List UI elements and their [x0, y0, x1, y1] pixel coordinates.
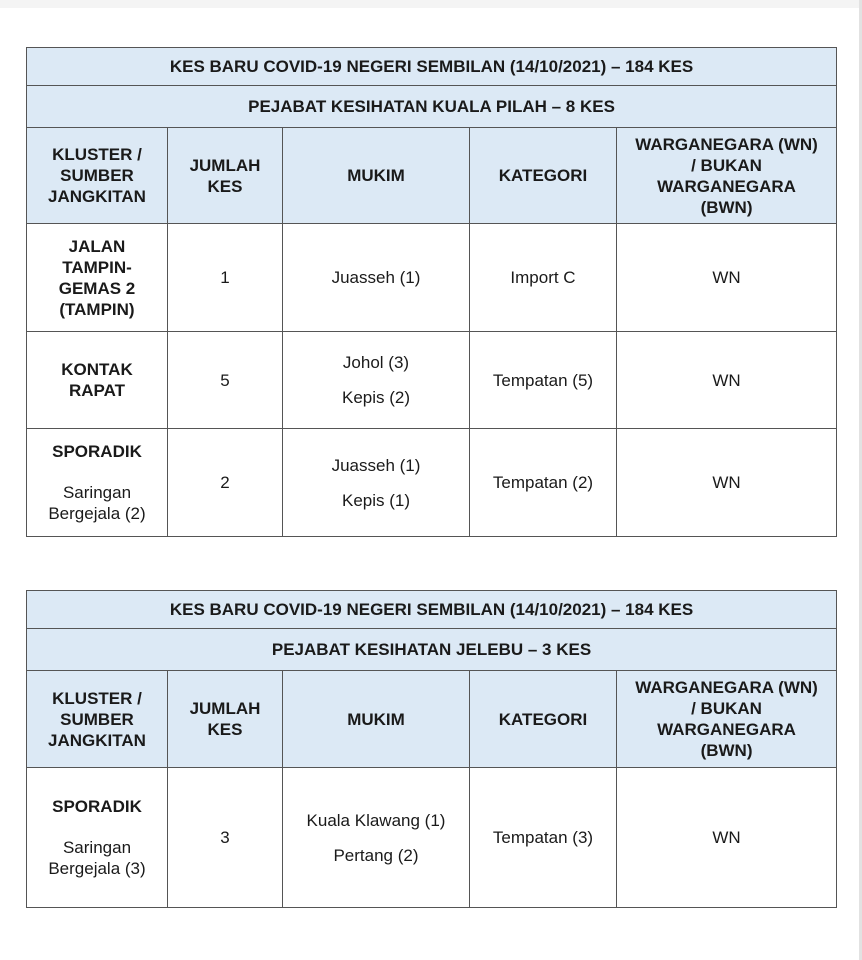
count-cell: 3 [168, 768, 283, 908]
nationality-cell: WN [617, 768, 837, 908]
header-category: KATEGORI [470, 671, 617, 768]
table-row [27, 224, 837, 332]
top-margin-strip [0, 0, 862, 8]
mukim-cell: Kuala Klawang (1) Pertang (2) [283, 768, 470, 908]
cluster-cell: JALAN TAMPIN- GEMAS 2 (TAMPIN) [27, 224, 168, 332]
table-row [27, 429, 837, 537]
mukim-cell: Juasseh (1) [283, 224, 470, 332]
header-cluster: KLUSTER / SUMBER JANGKITAN [27, 128, 168, 224]
kuala-pilah-cases-table [26, 47, 837, 537]
header-nationality: WARGANEGARA (WN) / BUKAN WARGANEGARA (BWN) [617, 671, 837, 768]
jelebu-cases-table [26, 590, 837, 908]
table-row [27, 768, 837, 908]
count-cell: 5 [168, 332, 283, 429]
nationality-cell: WN [617, 224, 837, 332]
header-category: KATEGORI [470, 128, 617, 224]
count-cell: 2 [168, 429, 283, 537]
header-count: JUMLAH KES [168, 671, 283, 768]
mukim-cell: Juasseh (1) Kepis (1) [283, 429, 470, 537]
header-mukim: MUKIM [283, 128, 470, 224]
category-cell: Tempatan (3) [470, 768, 617, 908]
office-title: PEJABAT KESIHATAN KUALA PILAH – 8 KES [27, 86, 837, 128]
cluster-cell: KONTAK RAPAT [27, 332, 168, 429]
category-cell: Import C [470, 224, 617, 332]
category-cell: Tempatan (2) [470, 429, 617, 537]
header-count: JUMLAH KES [168, 128, 283, 224]
nationality-cell: WN [617, 332, 837, 429]
header-nationality: WARGANEGARA (WN) / BUKAN WARGANEGARA (BWN) [617, 128, 837, 224]
count-cell: 1 [168, 224, 283, 332]
cluster-cell: SPORADIK Saringan Bergejala (3) [27, 768, 168, 908]
nationality-cell: WN [617, 429, 837, 537]
table-title: KES BARU COVID-19 NEGERI SEMBILAN (14/10/2021) – 184 KES [27, 591, 837, 629]
office-title: PEJABAT KESIHATAN JELEBU – 3 KES [27, 629, 837, 671]
mukim-cell: Johol (3) Kepis (2) [283, 332, 470, 429]
header-mukim: MUKIM [283, 671, 470, 768]
header-cluster: KLUSTER / SUMBER JANGKITAN [27, 671, 168, 768]
table-title: KES BARU COVID-19 NEGERI SEMBILAN (14/10/2021) – 184 KES [27, 48, 837, 86]
table-row [27, 332, 837, 429]
cluster-cell: SPORADIK Saringan Bergejala (2) [27, 429, 168, 537]
category-cell: Tempatan (5) [470, 332, 617, 429]
